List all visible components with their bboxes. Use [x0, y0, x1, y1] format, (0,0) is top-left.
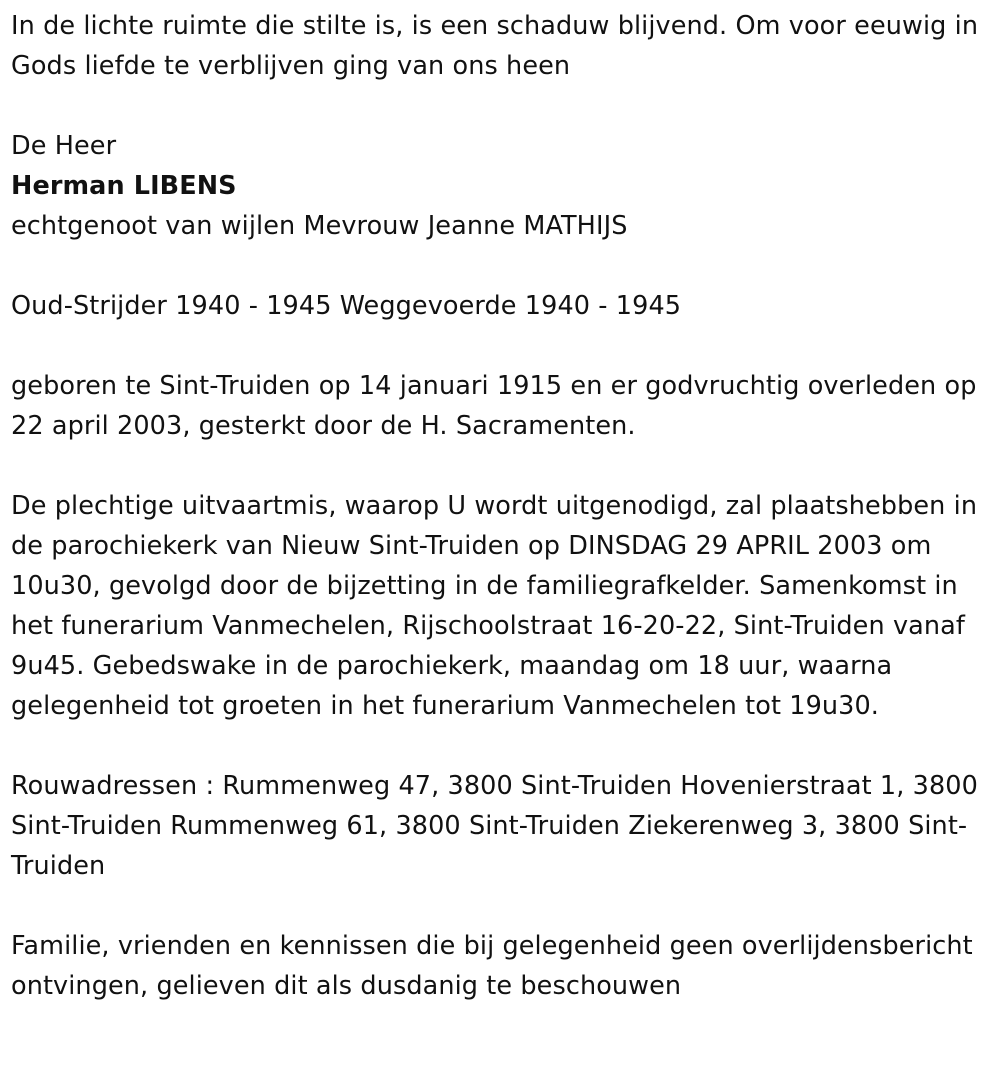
spacer: [11, 446, 990, 486]
spacer: [11, 726, 990, 766]
service-line: Oud-Strijder 1940 - 1945 Weggevoerde 1940 - 1945: [11, 291, 682, 321]
deceased-name: Herman LIBENS: [11, 171, 237, 201]
intro-text: In de lichte ruimte die stilte is, is een schaduw blijvend. Om voor eeuwig in Gods liefde te verblijven ging van ons heen: [11, 11, 979, 81]
addresses-paragraph: Rouwadressen : Rummenweg 47, 3800 Sint-Truiden Hovenierstraat 1, 3800 Sint-Truiden Rummenweg 61, 3800 Sint-Truiden Ziekerenweg 3, 3800 Sint-Truiden: [11, 771, 978, 881]
funeral-paragraph: De plechtige uitvaartmis, waarop U wordt uitgenodigd, zal plaatshebben in de parochiekerk van Nieuw Sint-Truiden op DINSDAG 29 APRIL 2003 om 10u30, gevolgd door de bijzetting in de familiegrafkelder. Samenkomst in het funerarium Vanmechelen, Rijschoolstraat 16-20-22, Sint-Truiden vanaf 9u45. Gebedswake in de parochiekerk, maandag om 18 uur, waarna gelegenheid tot groeten in het funerarium Vanmechelen tot 19u30.: [11, 491, 978, 721]
honorific: De Heer: [11, 131, 117, 161]
spacer: [11, 326, 990, 366]
spouse-line: echtgenoot van wijlen Mevrouw Jeanne MATHIJS: [11, 211, 628, 241]
closing-paragraph: Familie, vrienden en kennissen die bij gelegenheid geen overlijdensbericht ontvingen, gelieven dit als dusdanig te beschouwen: [11, 931, 973, 1001]
spacer: [11, 246, 990, 286]
spacer: [11, 86, 990, 126]
birth-death-paragraph: geboren te Sint-Truiden op 14 januari 1915 en er godvruchtig overleden op 22 april 2003, gesterkt door de H. Sacramenten.: [11, 371, 977, 441]
spacer: [11, 886, 990, 926]
